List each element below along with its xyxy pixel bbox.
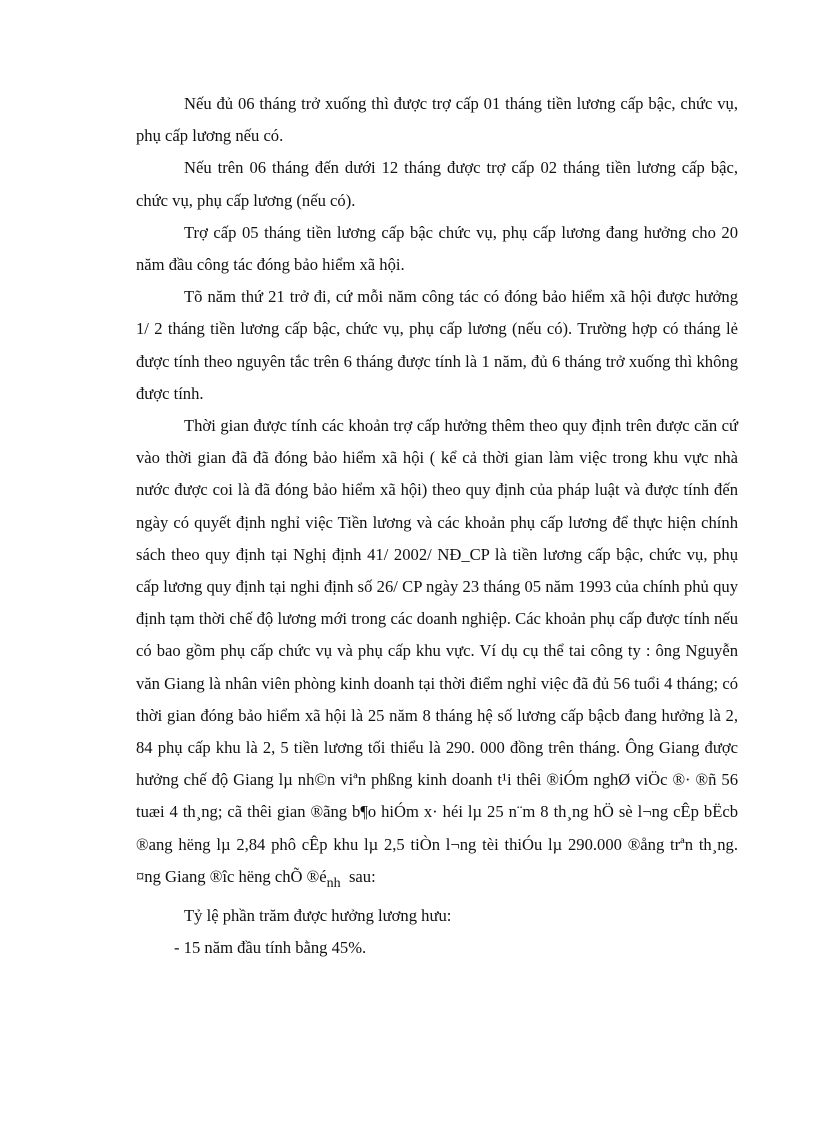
paragraph-5-text: Thời gian được tính các khoản trợ cấp hưởng thêm theo quy định trên được căn cứ vào thời gian đã đã đóng bảo hiểm xã hội ( kể cả thời gian làm việc trong khu vực nhà nước được coi là đã đóng bảo hiểm xã hội) theo quy định của pháp luật và được tính đến ngày có quyết định nghỉ việc Tiền lương và các khoản phụ cấp lương để thực hiện chính sách theo quy định tại Nghị định 41/ 2002/ NĐ_CP là tiền lương cấp bậc, chức vụ, phụ cấp lương quy định tại nghi định số 26/ CP ngày 23 tháng 05 năm 1993 của chính phủ quy định tạm thời chế độ lương mới trong các doanh nghiệp. Các khoản phụ cấp được tính nếu có bao gồm phụ cấp chức vụ và phụ cấp khu vực. Ví dụ cụ thể tai công ty : ông Nguyễn văn Giang là nhân viên phòng kinh doanh tại thời điểm nghỉ việc đã đủ 56 tuổi 4 tháng; có thời gian đóng bảo hiểm xã hội là 25 năm 8 tháng hệ số lương cấp bậcb đang hưởng là 2, 84 phụ cấp khu là 2, 5 tiền lương tối thiểu là 290. 000 đồng trên tháng. Ông Giang được hưởng chế độ Giang lµ nh©n viªn phßng kinh doanh t¹i thêi ®iÓm nghØ viÖc ®· ®ñ 56 tuæi 4 th¸ng; cã thêi gian ®ãng b¶o hiÓm x· héi lµ 25 n¨m 8 th¸ng hÖ sè l¬ng cÊp bËcb ®ang hëng lµ 2,84 phô cÊp khu lµ 2,5 tiÒn l¬ng tèi thiÓu lµ 290.000 ®ång trªn th¸ng. ¤ng Giang ®îc hëng chÕ ®é xyxy=(136,416,738,886)
paragraph-6: Tỷ lệ phần trăm được hưởng lương hưu: xyxy=(184,906,452,926)
list-item-1: - 15 năm đầu tính bằng 45%. xyxy=(174,938,367,958)
paragraph-3: Trợ cấp 05 tháng tiền lương cấp bậc chức vụ, phụ cấp lương đang hưởng cho 20 năm đầu công tác đóng bảo hiểm xã hội. xyxy=(136,222,738,275)
paragraph-5 xyxy=(136,410,738,900)
paragraph-1: Nếu đủ 06 tháng trở xuống thì được trợ cấp 01 tháng tiền lương cấp bậc, chức vụ, phụ cấp lương nếu có. xyxy=(136,94,738,146)
trailing-word: sau: xyxy=(348,866,376,886)
document-body xyxy=(136,88,738,964)
paragraph-2: Nếu trên 06 tháng đến dưới 12 tháng được trợ cấp 02 tháng tiền lương cấp bậc, chức vụ, phụ cấp lương (nếu có). xyxy=(136,158,738,210)
paragraph-4: Tõ năm thứ 21 trở đi, cứ mỗi năm công tác có đóng bảo hiểm xã hội được hưởng 1/ 2 tháng tiền lương cấp bậc, chức vụ, phụ cấp lương (nếu có). Trường hợp có tháng lẻ được tính theo nguyên tắc trên 6 tháng được tính là 1 năm, đủ 6 tháng trở xuống thì không được tính. xyxy=(136,287,738,403)
subscript-text: nh xyxy=(326,875,341,891)
